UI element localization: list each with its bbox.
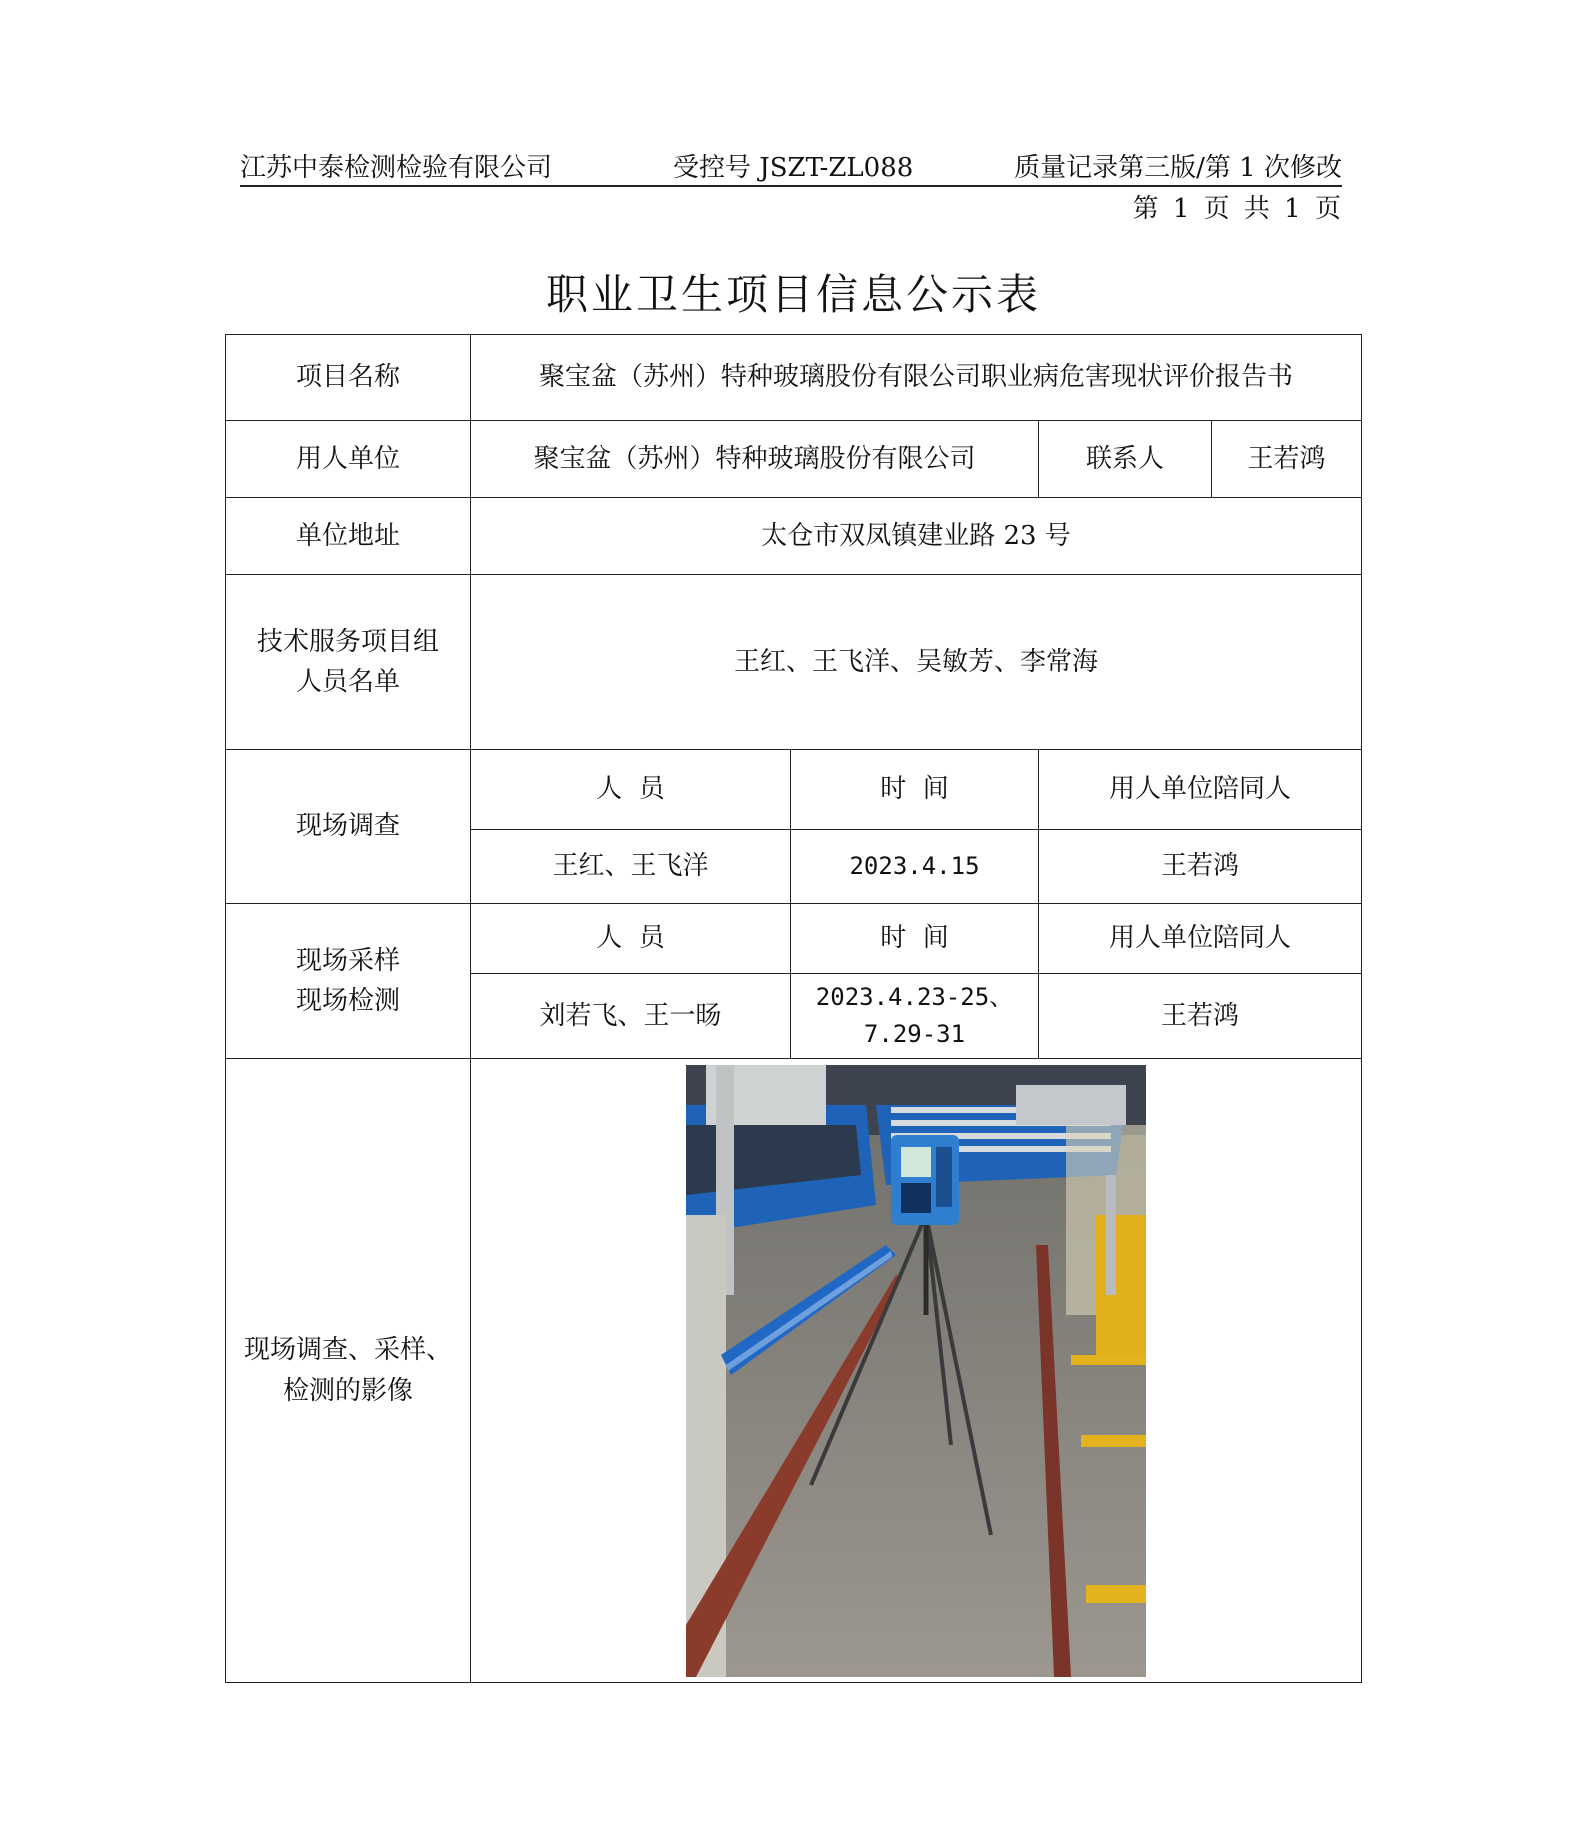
team-label-line-1: 技术服务项目组 xyxy=(256,626,439,657)
employer-value: 聚宝盆（苏州）特种玻璃股份有限公司 xyxy=(471,421,1039,498)
image-label-line-2: 检测的影像 xyxy=(282,1375,413,1406)
survey-time: 2023.4.15 xyxy=(791,830,1039,904)
address-value: 太仓市双凤镇建业路 23 号 xyxy=(471,498,1362,575)
sampling-label-line-1: 现场采样 xyxy=(295,945,400,976)
sampling-time xyxy=(791,974,1039,1059)
address-label: 单位地址 xyxy=(226,498,471,575)
team-label xyxy=(226,575,471,750)
contact-value: 王若鸿 xyxy=(1212,421,1362,498)
sampling-accompany: 王若鸿 xyxy=(1039,974,1362,1059)
team-value: 王红、王飞洋、吴敏芳、李常海 xyxy=(471,575,1362,750)
employer-label: 用人单位 xyxy=(226,421,471,498)
table-row xyxy=(226,904,1362,974)
table-row xyxy=(226,575,1362,750)
team-label-line-2: 人员名单 xyxy=(295,667,400,697)
version-info: 质量记录第三版/第 1 次修改 xyxy=(1014,153,1342,183)
table-row xyxy=(226,1059,1362,1683)
survey-label: 现场调查 xyxy=(226,750,471,904)
sampling-time-line-1: 2023.4.23-25、 xyxy=(815,982,1014,1011)
project-name-label: 项目名称 xyxy=(226,335,471,421)
survey-time-header: 时 间 xyxy=(791,750,1039,830)
page-title: 职业卫生项目信息公示表 xyxy=(545,270,1041,319)
sampling-accompany-header: 用人单位陪同人 xyxy=(1039,904,1362,974)
sampling-personnel-header: 人 员 xyxy=(471,904,791,974)
survey-personnel: 王红、王飞洋 xyxy=(471,830,791,904)
control-number: 受控号 JSZT-ZL088 xyxy=(673,153,914,183)
project-name-value: 聚宝盆（苏州）特种玻璃股份有限公司职业病危害现状评价报告书 xyxy=(471,335,1362,421)
survey-accompany-header: 用人单位陪同人 xyxy=(1039,750,1362,830)
sampling-personnel: 刘若飞、王一旸 xyxy=(471,974,791,1059)
sampling-time-header: 时 间 xyxy=(791,904,1039,974)
sampling-time-line-2: 7.29-31 xyxy=(863,1020,966,1048)
table-row xyxy=(226,421,1362,498)
table-row xyxy=(226,750,1362,830)
sampling-label xyxy=(226,904,471,1059)
site-photo-illustration xyxy=(686,1065,1146,1677)
site-photo xyxy=(686,1065,1146,1677)
survey-personnel-header: 人 员 xyxy=(471,750,791,830)
document-header xyxy=(240,147,1342,187)
page-number: 第 1 页 共 1 页 xyxy=(1132,194,1341,224)
image-label-line-1: 现场调查、采样、 xyxy=(243,1335,452,1366)
image-label xyxy=(226,1059,471,1683)
sampling-label-line-2: 现场检测 xyxy=(295,986,400,1016)
table-row xyxy=(226,498,1362,575)
contact-label: 联系人 xyxy=(1039,421,1212,498)
survey-accompany: 王若鸿 xyxy=(1039,830,1362,904)
table-row xyxy=(226,335,1362,421)
company-name: 江苏中泰检测检验有限公司 xyxy=(240,153,553,183)
info-table xyxy=(225,334,1362,1683)
image-cell xyxy=(471,1059,1362,1683)
